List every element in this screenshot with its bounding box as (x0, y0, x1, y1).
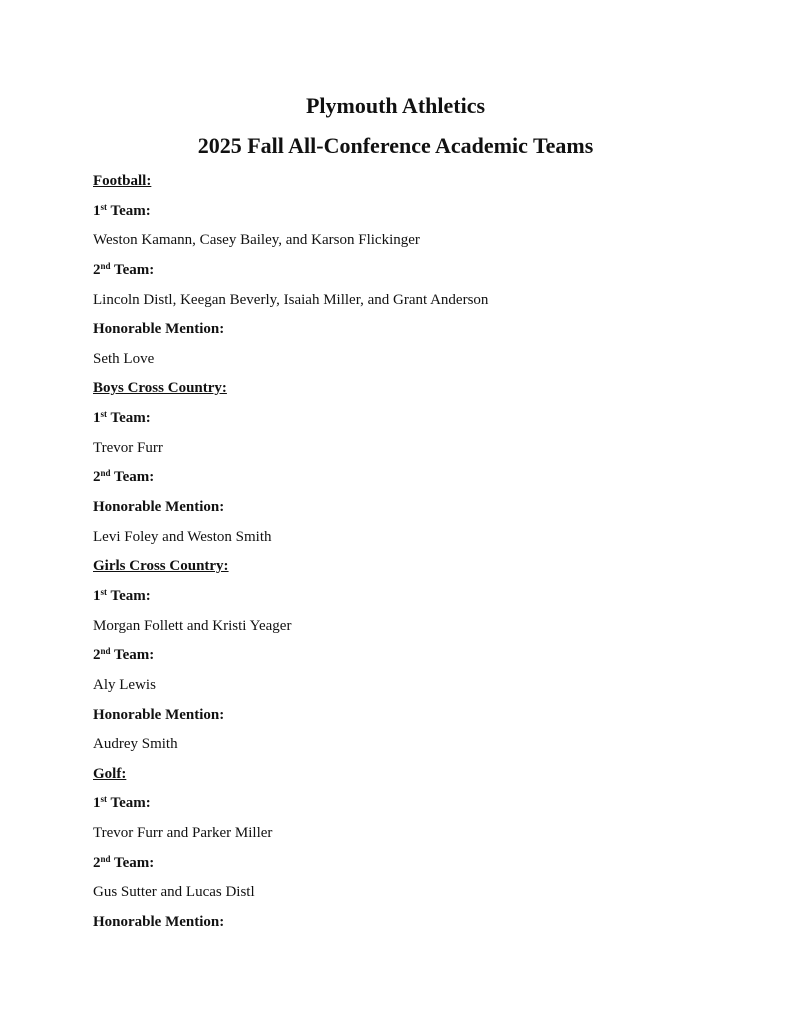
team-heading (93, 200, 488, 230)
team-heading (93, 704, 488, 734)
sport-heading: Football: (93, 173, 152, 189)
team-heading (93, 792, 488, 822)
team-members: Levi Foley and Weston Smith (93, 528, 272, 545)
document-subtitle: 2025 Fall All-Conference Academic Teams (197, 133, 594, 158)
team-members: Morgan Follett and Kristi Yeager (93, 617, 292, 634)
ordinal-suffix: nd (100, 260, 111, 271)
team-heading (93, 259, 488, 289)
team-label: Team: (110, 202, 151, 219)
team-ordinal: 1 (93, 587, 101, 604)
sport-heading: Golf: (93, 765, 127, 782)
team-label: Honorable Mention: (93, 321, 225, 338)
ordinal-suffix: st (100, 586, 107, 597)
ordinal-suffix: nd (100, 646, 111, 657)
ordinal-suffix: nd (100, 853, 111, 864)
team-ordinal: 1 (93, 202, 101, 219)
team-members: Gus Sutter and Lucas Distl (93, 884, 255, 901)
team-members: Trevor Furr and Parker Miller (93, 825, 273, 842)
team-heading (93, 911, 488, 941)
team-heading (93, 852, 488, 882)
team-label: Honorable Mention: (93, 499, 225, 516)
team-members: Audrey Smith (93, 736, 178, 753)
ordinal-suffix: st (100, 794, 107, 805)
team-members: Trevor Furr (93, 439, 163, 456)
team-label: Team: (114, 854, 155, 871)
team-label: Team: (114, 647, 155, 664)
team-label: Team: (110, 795, 151, 812)
team-ordinal: 2 (93, 469, 101, 486)
team-members: Weston Kamann, Casey Bailey, and Karson Flickinger (93, 232, 420, 249)
team-heading (93, 644, 488, 674)
team-label: Honorable Mention: (93, 914, 225, 931)
document-body (93, 170, 488, 941)
team-heading (93, 466, 488, 496)
team-members: Aly Lewis (93, 676, 156, 693)
team-heading (93, 318, 488, 348)
ordinal-suffix: st (100, 409, 107, 420)
sport-heading: Boys Cross Country: (93, 380, 227, 397)
team-ordinal: 1 (93, 410, 101, 427)
team-ordinal: 2 (93, 854, 101, 871)
team-heading (93, 496, 488, 526)
team-members: Seth Love (93, 350, 155, 367)
ordinal-suffix: st (100, 201, 107, 212)
team-label: Team: (114, 469, 155, 486)
team-ordinal: 2 (93, 261, 101, 278)
team-label: Team: (110, 410, 151, 427)
team-heading (93, 585, 488, 615)
team-members: Lincoln Distl, Keegan Beverly, Isaiah Miller, and Grant Anderson (93, 291, 489, 308)
sport-heading: Girls Cross Country: (93, 558, 229, 575)
team-label: Honorable Mention: (93, 706, 225, 723)
team-label: Team: (114, 261, 155, 278)
team-heading (93, 407, 488, 437)
team-ordinal: 1 (93, 795, 101, 812)
document-title: Plymouth Athletics (305, 93, 486, 118)
team-ordinal: 2 (93, 647, 101, 664)
ordinal-suffix: nd (100, 468, 111, 479)
team-label: Team: (110, 587, 151, 604)
